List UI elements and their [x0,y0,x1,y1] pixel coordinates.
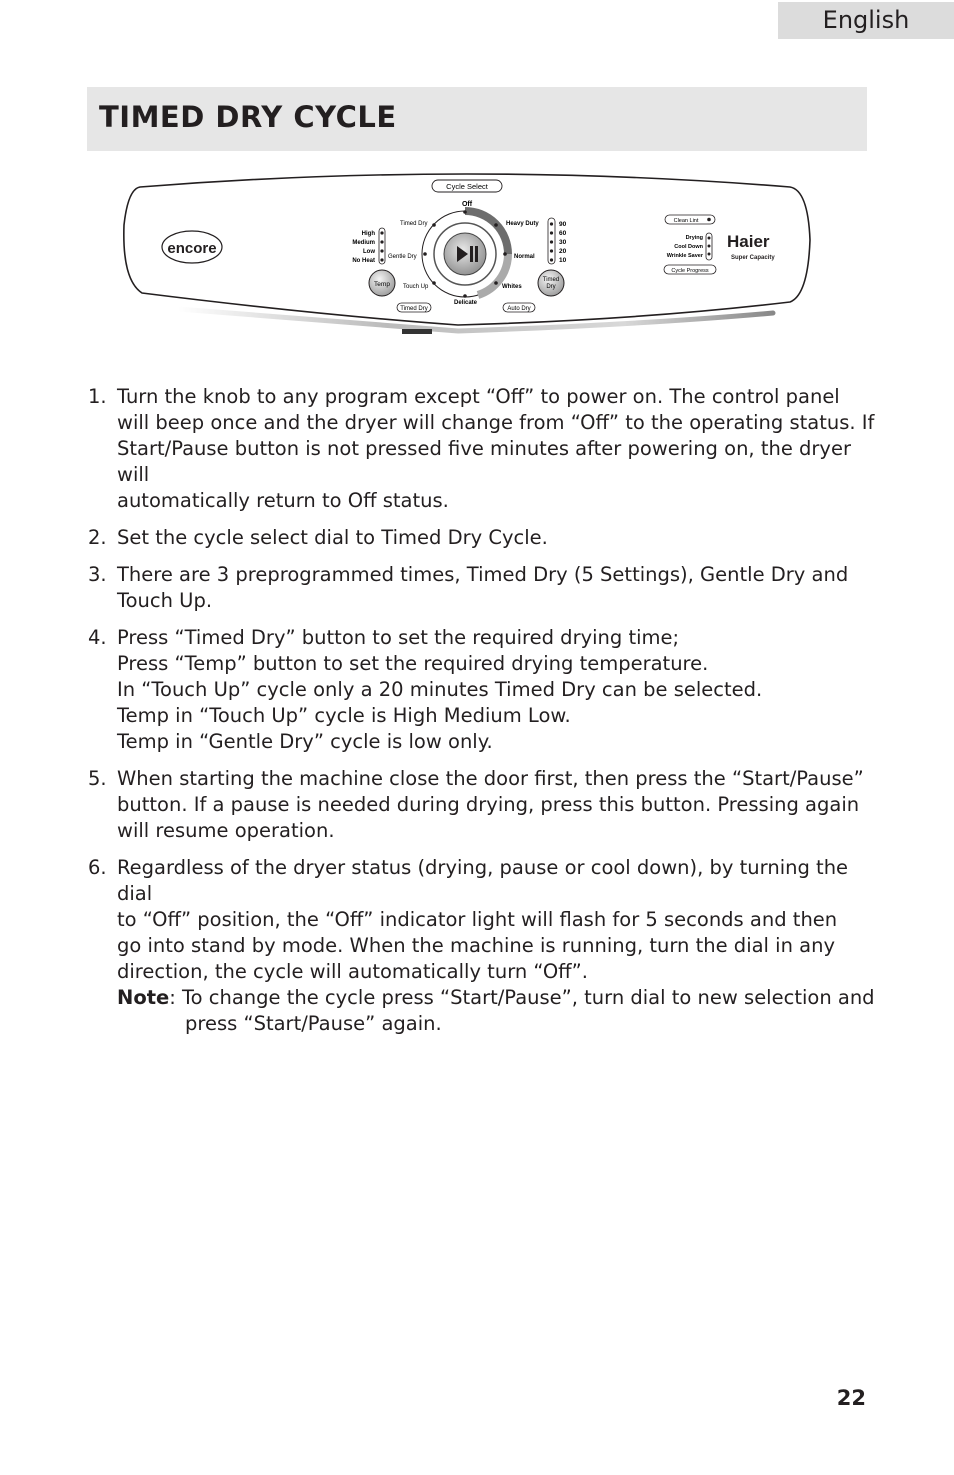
note-text: : To change the cycle press “Start/Pause”, turn dial to new selection and press “Start/Pause” again. [169,986,875,1035]
step-line: will resume operation. [117,819,335,842]
step-number: 5. [88,767,107,790]
svg-text:Gentle Dry: Gentle Dry [388,254,417,260]
section-title-bar [87,87,867,151]
step-item [88,855,878,1037]
step-line: Start/Pause button is not pressed five minutes after powering on, the dryer will [117,437,851,486]
step-line: There are 3 preprogrammed times, Timed Dry (5 Settings), Gentle Dry and [117,563,849,586]
clean-lint-indicator [665,215,715,224]
svg-text:Timed Dry: Timed Dry [400,306,428,312]
step-number: 3. [88,563,107,586]
step-line: to “Off” position, the “Off” indicator light will flash for 5 seconds and then [117,908,838,931]
haier-logo [727,232,775,261]
svg-text:Timed: Timed [542,277,560,283]
svg-text:Normal: Normal [514,254,535,260]
cycle-select-label: Cycle Select [446,182,488,191]
svg-text:Super Capacity: Super Capacity [731,255,775,261]
svg-text:Dry: Dry [546,284,556,290]
svg-text:20: 20 [559,248,567,255]
cycle-select-dial[interactable] [422,210,508,298]
svg-text:Cool Down: Cool Down [674,244,703,250]
svg-text:Auto Dry: Auto Dry [507,306,531,312]
step-item [88,766,878,844]
step-number: 6. [88,856,107,879]
svg-text:Delicate: Delicate [454,300,478,306]
page-number: 22 [836,1386,866,1410]
svg-text:Haier: Haier [727,232,770,251]
step-line: Regardless of the dryer status (drying, pause or cool down), by turning the dial [117,856,849,905]
svg-text:Whites: Whites [502,284,522,290]
svg-text:30: 30 [559,239,567,246]
step-item [88,384,878,514]
note [117,985,878,1037]
svg-text:Drying: Drying [685,235,703,241]
step-item [88,525,878,551]
step-line: Press “Timed Dry” button to set the required drying time; [117,626,680,649]
section-title: TIMED DRY CYCLE [99,100,397,134]
step-line: direction, the cycle will automatically turn “Off”. [117,960,588,983]
svg-text:High: High [361,231,375,237]
step-line: automatically return to Off status. [117,489,449,512]
control-panel-illustration [118,165,814,345]
note-label: Note [117,986,170,1009]
svg-text:Heavy Duty: Heavy Duty [506,221,539,227]
svg-text:Cycle Progress: Cycle Progress [671,268,709,274]
step-line: Press “Temp” button to set the required drying temperature. [117,652,709,675]
language-tab: English [778,2,954,39]
off-label: Off [461,201,473,208]
step-line: In “Touch Up” cycle only a 20 minutes Timed Dry can be selected. [117,678,763,701]
svg-text:10: 10 [559,257,567,264]
instruction-steps [88,384,878,1048]
step-line: Touch Up. [117,589,213,612]
step-line: will beep once and the dryer will change from “Off” to the operating status. If [117,411,875,434]
svg-text:60: 60 [559,230,567,237]
svg-text:Clean Lint: Clean Lint [673,218,699,224]
svg-text:Medium: Medium [352,240,375,246]
step-line: Turn the knob to any program except “Off” to power on. The control panel [117,385,840,408]
svg-text:90: 90 [559,221,567,228]
step-number: 2. [88,526,107,549]
step-item [88,625,878,755]
temp-button[interactable] [369,270,395,296]
step-number: 1. [88,385,107,408]
auto-dry-pill [503,303,535,312]
step-line: Temp in “Gentle Dry” cycle is low only. [117,730,493,753]
svg-text:Temp: Temp [374,281,390,288]
svg-text:Timed Dry: Timed Dry [400,221,428,227]
svg-text:encore: encore [167,240,217,257]
svg-text:No Heat: No Heat [352,258,375,264]
svg-text:Low: Low [363,249,375,255]
timed-dry-pill [397,303,431,312]
step-item [88,562,878,614]
step-line: go into stand by mode. When the machine is running, turn the dial in any [117,934,835,957]
step-line: button. If a pause is needed during drying, press this button. Pressing again [117,793,860,816]
step-line: When starting the machine close the door first, then press the “Start/Pause” [117,767,864,790]
timed-dry-button[interactable] [538,270,564,296]
step-line: Set the cycle select dial to Timed Dry Cycle. [117,526,548,549]
step-number: 4. [88,626,107,649]
step-line: Temp in “Touch Up” cycle is High Medium Low. [117,704,571,727]
svg-text:Touch Up: Touch Up [403,284,429,290]
svg-text:Wrinkle Saver: Wrinkle Saver [666,253,703,259]
